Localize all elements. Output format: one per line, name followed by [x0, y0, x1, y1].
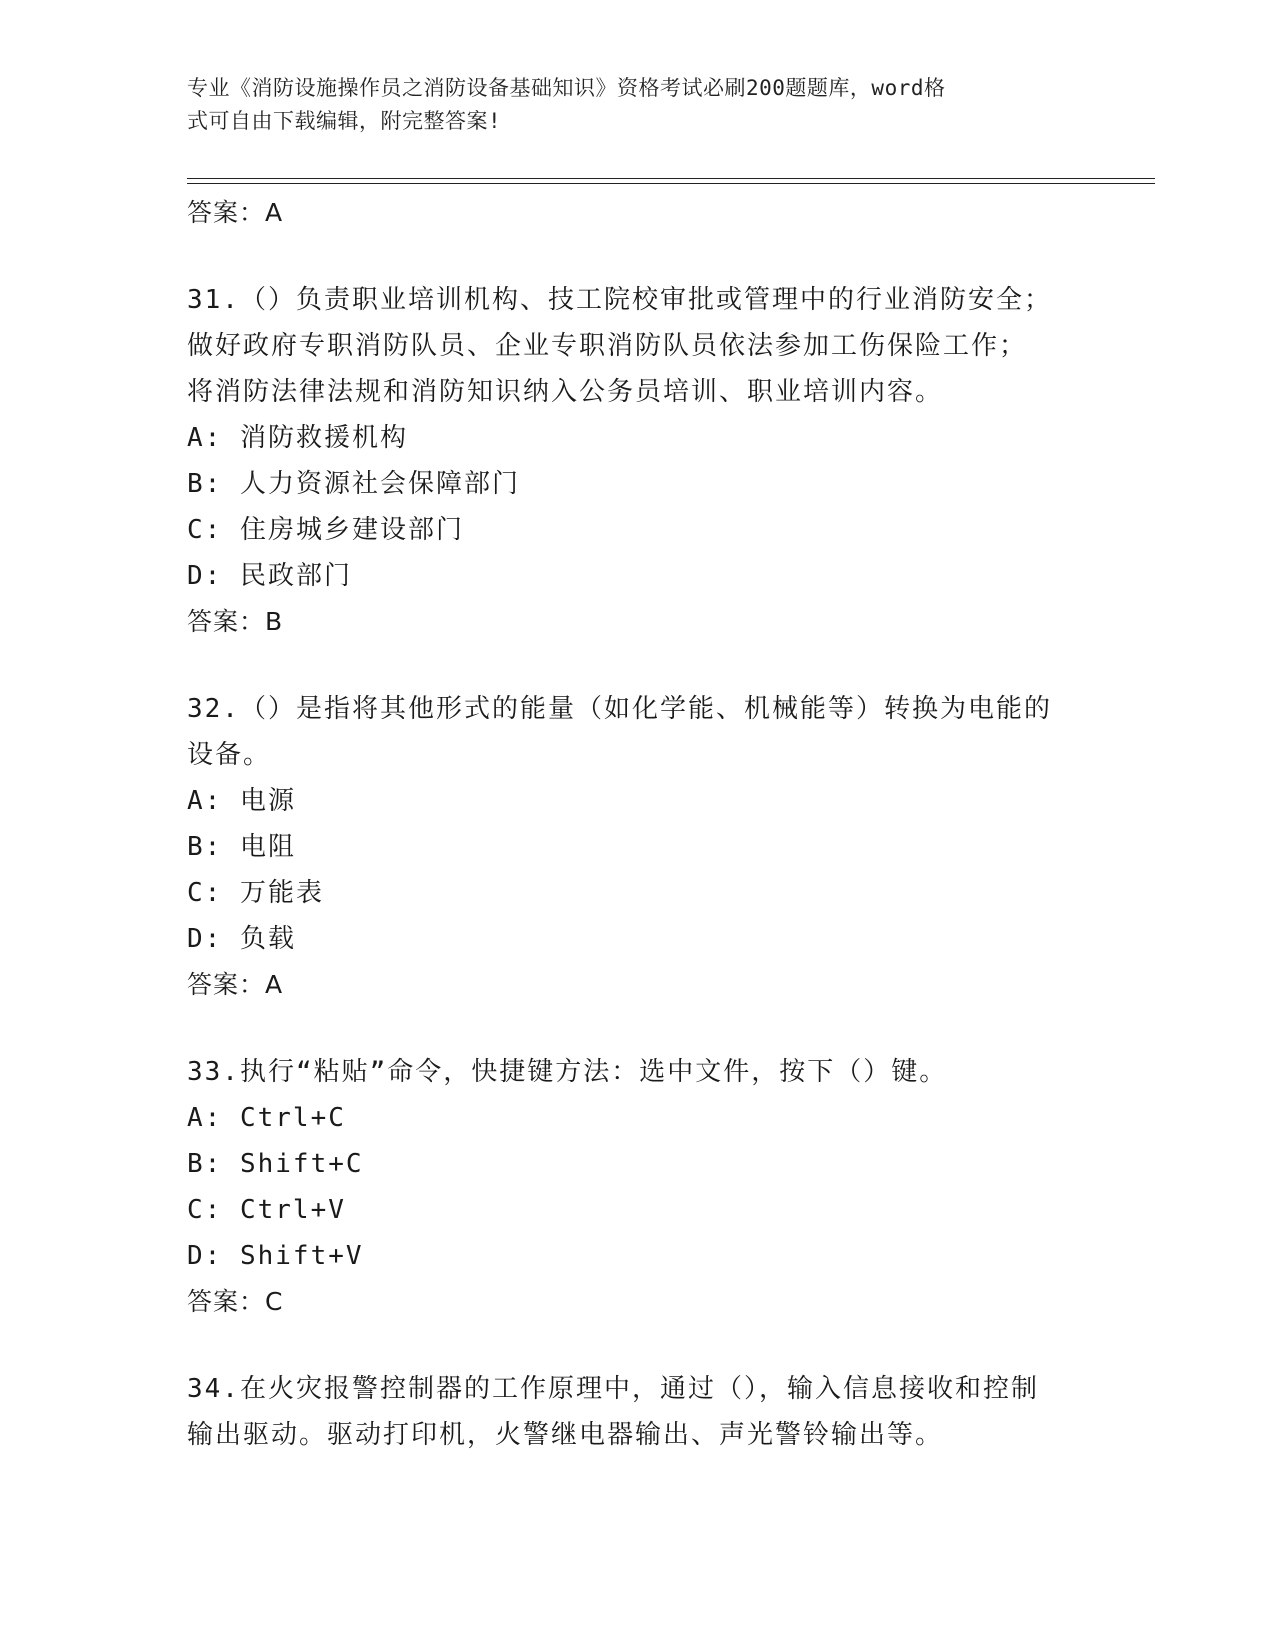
- option-b: B: Shift+C: [187, 1149, 364, 1179]
- question-block: [187, 1366, 1087, 1458]
- question-line: 将消防法律法规和消防知识纳入公务员培训、职业培训内容。: [187, 377, 944, 407]
- option-c: C: 住房城乡建设部门: [187, 515, 464, 545]
- option-c: C: Ctrl+V: [187, 1195, 346, 1225]
- answer-line: 答案：A: [187, 198, 284, 227]
- option-b: B: 电阻: [187, 832, 296, 862]
- header-divider-bottom: [187, 183, 1155, 184]
- option-a: A: 消防救援机构: [187, 423, 408, 453]
- spacer: [187, 236, 1087, 277]
- option-a: A: 电源: [187, 786, 296, 816]
- question-line: 32.（）是指将其他形式的能量（如化学能、机械能等）转换为电能的: [187, 694, 1052, 724]
- option-b: B: 人力资源社会保障部门: [187, 469, 520, 499]
- question-line: 设备。: [187, 740, 272, 770]
- option-d: D: 民政部门: [187, 561, 352, 591]
- option-c: C: 万能表: [187, 878, 324, 908]
- question-line: 34.在火灾报警控制器的工作原理中，通过（），输入信息接收和控制: [187, 1374, 1039, 1404]
- option-d: D: 负载: [187, 924, 296, 954]
- spacer: [187, 1008, 1087, 1049]
- option-a: A: Ctrl+C: [187, 1103, 346, 1133]
- answer-line: 答案：C: [187, 1287, 284, 1316]
- question-line: 做好政府专职消防队员、企业专职消防队员依法参加工伤保险工作；: [187, 331, 1028, 361]
- header-line-1: 专业《消防设施操作员之消防设备基础知识》资格考试必刷200题题库，word格: [187, 76, 946, 100]
- question-block: [187, 686, 1087, 1008]
- question-line: 输出驱动。驱动打印机，火警继电器输出、声光警铃输出等。: [187, 1420, 944, 1450]
- spacer: [187, 645, 1087, 686]
- header-divider-top: [187, 178, 1155, 179]
- question-line: 33.执行“粘贴”命令，快捷键方法：选中文件，按下（）键。: [187, 1057, 948, 1087]
- question-block: [187, 277, 1087, 645]
- question-list: [187, 190, 1087, 1458]
- header-line-2: 式可自由下载编辑，附完整答案!: [187, 109, 502, 133]
- question-line: 31.（）负责职业培训机构、技工院校审批或管理中的行业消防安全；: [187, 285, 1052, 315]
- question-block: [187, 1049, 1087, 1325]
- spacer: [187, 1325, 1087, 1366]
- answer-line: 答案：A: [187, 970, 284, 999]
- answer-line: 答案：B: [187, 607, 284, 636]
- document-header: [187, 72, 1067, 138]
- option-d: D: Shift+V: [187, 1241, 364, 1271]
